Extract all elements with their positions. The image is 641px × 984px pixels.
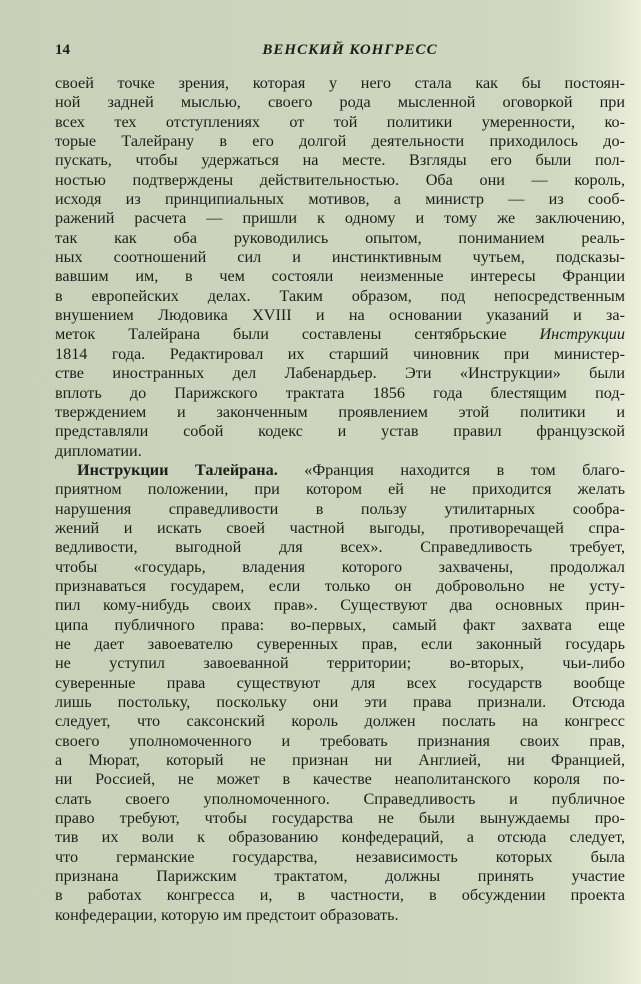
text-line: тив их воли к образованию конфедераций, а отсюда следует, <box>55 828 625 847</box>
italic-title-instructions: Инструкции <box>539 325 625 344</box>
text-line <box>55 325 625 344</box>
text-line: всех тех отступлениях от той политики умеренности, ко- <box>55 112 625 131</box>
text-line: приятном положении, при котором ей не приходится желать <box>55 480 625 499</box>
text-line: ни Россией, не может в качестве неаполитанского короля по- <box>55 770 625 789</box>
text-line: пил кому-нибудь своих прав». Существуют два основных прин- <box>55 596 625 615</box>
text-line: конфедерации, которую им предстоит образовать. <box>55 905 399 924</box>
text-line: ностью подтверждены действительностью. Оба они — король, <box>55 170 625 189</box>
text-line <box>55 461 625 480</box>
text-line: не уступил завоеванной территории; во-вторых, чьи-либо <box>55 654 625 673</box>
text-line: дипломатии. <box>55 441 142 460</box>
paragraph-2 <box>55 461 625 925</box>
section-heading: Инструкции Талейрана. <box>77 460 278 479</box>
text-line: что германские государства, независимость которых была <box>55 847 625 866</box>
text-segment: меток Талейрана были составлены сентябрьские <box>55 325 540 344</box>
text-line: а Мюрат, который не признан ни Англией, ни Францией, <box>55 751 625 770</box>
text-line: в европейских делах. Таким образом, под непосредственным <box>55 286 625 305</box>
text-line: не дает завоевателю суверенных прав, если законный государь <box>55 634 625 653</box>
text-line: ражений расчета — пришли к одному и тому же заключению, <box>55 209 625 228</box>
text-line: слать своего уполномоченного. Справедливость и публичное <box>55 789 625 808</box>
text-line: вплоть до Парижского трактата 1856 года блестящим под- <box>55 383 625 402</box>
text-line: лишь постольку, поскольку они эти права признали. Отсюда <box>55 693 625 711</box>
text-line: вавшим им, в чем состояли неизменные интересы Франции <box>55 267 625 286</box>
text-line: 1814 года. Редактировал их старший чиновник при министер- <box>55 344 625 363</box>
body-text <box>55 74 625 925</box>
running-header <box>55 42 625 64</box>
text-line: ных соотношений сил и инстинктивным чутьем, подсказы- <box>55 248 625 267</box>
text-line: представляли собой кодекс и устав правил французской <box>55 422 625 441</box>
text-line: ципа публичного права: во-первых, самый факт захвата еще <box>55 615 625 634</box>
page-number: 14 <box>55 42 70 58</box>
text-line: пускать, чтобы удержаться на месте. Взгляды его были пол- <box>55 151 625 170</box>
text-line: признана Парижским трактатом, должны принять участие <box>55 867 625 886</box>
running-title: ВЕНСКИЙ КОНГРЕСС <box>262 42 438 58</box>
text-line: внушением Людовика XVIII и на основании указаний и за- <box>55 306 625 325</box>
text-line: исходя из принципиальных мотивов, а министр — из сооб- <box>55 190 625 209</box>
text-line: нарушения справедливости в пользу утилитарных сообра- <box>55 499 625 518</box>
text-line: торые Талейрану в его долгой деятельности приходилось до- <box>55 132 625 151</box>
text-segment: «Франция находится в том благо- <box>277 460 625 479</box>
text-line: право требуют, чтобы государства не были вынуждаемы про- <box>55 809 625 828</box>
text-line: стве иностранных дел Лабенардьер. Эти «Инструкции» были <box>55 364 625 383</box>
text-line: суверенные права существуют для всех государств вообще <box>55 673 625 692</box>
text-line: в работах конгресса и, в частности, в обсуждении проекта <box>55 886 625 905</box>
text-line: своего уполномоченного и требовать признания своих прав, <box>55 731 625 750</box>
text-line: ведливости, выгодной для всех». Справедливость требует, <box>55 538 625 557</box>
text-line: своей точке зрения, которая у него стала как бы постоян- <box>55 74 625 92</box>
paragraph-1 <box>55 74 625 461</box>
text-line: жений и искать своей частной выгоды, противоречащей спра- <box>55 518 625 537</box>
text-line: признаваться государем, если только он добровольно не усту- <box>55 576 625 595</box>
text-line: так как оба руководились опытом, пониманием реаль- <box>55 228 625 247</box>
text-line: ной задней мыслью, своего рода мысленной оговоркой при <box>55 93 625 112</box>
text-line: следует, что саксонский король должен послать на конгресс <box>55 712 625 731</box>
text-line: чтобы «государь, владения которого захвачены, продолжал <box>55 557 625 576</box>
text-line: тверждением и законченным проявлением этой политики и <box>55 402 625 421</box>
